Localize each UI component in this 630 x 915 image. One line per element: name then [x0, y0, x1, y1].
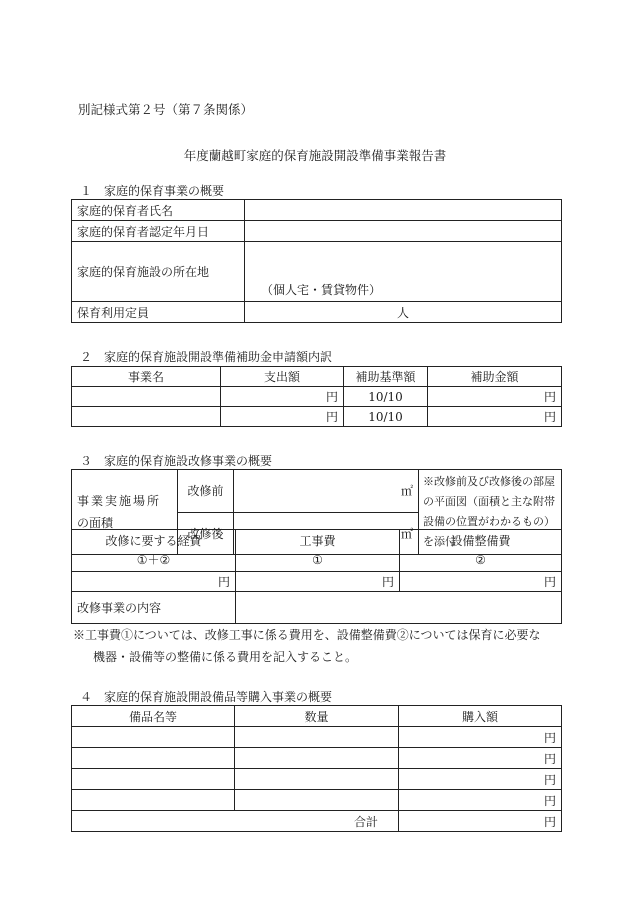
certification-date-field[interactable] — [245, 221, 562, 242]
quantity-field[interactable] — [235, 769, 399, 790]
before-label: 改修前 — [178, 470, 234, 513]
construction-cost-header-marker: ① — [312, 552, 323, 567]
table-row — [72, 407, 562, 427]
subsidy-rate: 10/10 — [344, 387, 428, 407]
header-project-name: 事業名 — [72, 367, 221, 387]
expenditure-field[interactable] — [221, 387, 344, 407]
purchase-amount-field[interactable] — [399, 790, 562, 811]
after-label: 改修後 — [178, 512, 234, 555]
subsidy-amount-field[interactable] — [428, 407, 562, 427]
yen-unit: 円 — [543, 410, 556, 424]
area-before-field[interactable] — [234, 470, 419, 513]
purchase-amount-field[interactable] — [399, 769, 562, 790]
capacity-unit: 人 — [396, 305, 409, 320]
area-label-line-1: 事業実施場所 — [77, 494, 162, 508]
square-meter-unit: ㎡ — [400, 526, 413, 541]
capacity-label: 保育利用定員 — [72, 302, 245, 323]
item-name-field[interactable] — [72, 748, 235, 769]
section-2-number: ２ — [80, 350, 93, 364]
yen-unit: 円 — [543, 793, 556, 808]
renovation-content-field[interactable] — [236, 592, 562, 624]
section-4-title: 家庭的保育施設開設備品等購入事業の概要 — [104, 690, 333, 704]
item-name-field[interactable] — [72, 769, 235, 790]
header-subsidy-amount: 補助金額 — [428, 367, 562, 387]
capacity-field[interactable] — [245, 302, 562, 323]
header-item-name: 備品名等 — [72, 706, 235, 727]
caregiver-name-label: 家庭的保育者氏名 — [72, 200, 245, 221]
equipment-cost-field[interactable] — [400, 572, 562, 592]
cost-footnote — [73, 624, 541, 668]
yen-unit: 円 — [325, 390, 338, 404]
construction-cost-header — [236, 530, 400, 572]
document-title: 年度蘭越町家庭的保育施設開設準備事業報告書 — [183, 148, 447, 163]
equipment-cost-header-marker: ② — [475, 552, 486, 567]
section-4-heading — [80, 688, 332, 705]
section-2-table — [71, 366, 562, 427]
item-name-field[interactable] — [72, 727, 235, 748]
caregiver-name-field[interactable] — [245, 200, 562, 221]
total-amount-field[interactable] — [399, 811, 562, 832]
table-row — [72, 387, 562, 407]
yen-unit: 円 — [543, 814, 556, 829]
total-cost-field[interactable] — [72, 572, 236, 592]
purchase-amount-field[interactable] — [399, 748, 562, 769]
facility-location-label: 家庭的保育施設の所在地 — [72, 242, 245, 302]
section-1-number: １ — [80, 184, 93, 198]
project-name-field[interactable] — [72, 387, 221, 407]
equipment-cost-header — [400, 530, 562, 572]
section-2-heading — [80, 348, 332, 365]
certification-date-label: 家庭的保育者認定年月日 — [72, 221, 245, 242]
header-expenditure: 支出額 — [221, 367, 344, 387]
section-1-table — [71, 199, 562, 323]
total-label: 合計 — [72, 811, 399, 832]
section-1-heading — [80, 182, 224, 199]
subsidy-amount-field[interactable] — [428, 387, 562, 407]
yen-unit: 円 — [543, 751, 556, 766]
quantity-field[interactable] — [235, 748, 399, 769]
renovation-content-label: 改修事業の内容 — [72, 592, 236, 624]
section-3-number: ３ — [80, 454, 93, 468]
section-2-title: 家庭的保育施設開設準備補助金申請額内訳 — [104, 350, 333, 364]
section-3-title: 家庭的保育施設改修事業の概要 — [104, 454, 273, 468]
total-cost-header-formula: ①＋② — [136, 552, 171, 567]
expenditure-field[interactable] — [221, 407, 344, 427]
location-type-note: （個人宅・賃貸物件） — [261, 283, 382, 297]
table-row — [72, 769, 562, 790]
yen-unit: 円 — [381, 575, 394, 589]
yen-unit: 円 — [543, 730, 556, 745]
table-row — [72, 727, 562, 748]
section-3-heading — [80, 452, 272, 469]
table-row — [72, 748, 562, 769]
section-4-table — [71, 705, 562, 832]
purchase-amount-field[interactable] — [399, 727, 562, 748]
yen-unit: 円 — [543, 772, 556, 787]
item-name-field[interactable] — [72, 790, 235, 811]
section-1-title: 家庭的保育事業の概要 — [104, 184, 225, 198]
section-3-cost-table — [71, 526, 562, 624]
construction-cost-header-label: 工事費 — [299, 533, 336, 548]
yen-unit: 円 — [325, 410, 338, 424]
header-quantity: 数量 — [235, 706, 399, 727]
subsidy-rate: 10/10 — [344, 407, 428, 427]
header-subsidy-standard: 補助基準額 — [344, 367, 428, 387]
total-cost-header — [72, 530, 236, 572]
header-purchase-amount: 購入額 — [399, 706, 562, 727]
facility-location-field[interactable] — [245, 242, 562, 302]
yen-unit: 円 — [543, 575, 556, 589]
floor-plan-attachment-note: ※改修前及び改修後の部屋の平面図（面積と主な附帯設備の位置がわかるもの）を添付 — [419, 470, 562, 555]
table-row — [72, 790, 562, 811]
cost-footnote-line-1: ※工事費①については、改修工事に係る費用を、設備整備費②については保育に必要な — [73, 628, 541, 642]
section-4-number: ４ — [80, 690, 93, 704]
project-name-field[interactable] — [72, 407, 221, 427]
equipment-cost-header-label: 設備整備費 — [450, 533, 511, 548]
quantity-field[interactable] — [235, 790, 399, 811]
form-number: 別記様式第２号（第７条関係） — [78, 102, 254, 117]
area-label-line-2: の面積 — [77, 516, 114, 530]
quantity-field[interactable] — [235, 727, 399, 748]
total-cost-header-label: 改修に要する経費 — [105, 533, 202, 548]
square-meter-unit: ㎡ — [400, 484, 413, 499]
yen-unit: 円 — [543, 390, 556, 404]
cost-footnote-line-2: 機器・設備等の整備に係る費用を記入すること。 — [93, 650, 358, 664]
yen-unit: 円 — [217, 575, 230, 589]
construction-cost-field[interactable] — [236, 572, 400, 592]
